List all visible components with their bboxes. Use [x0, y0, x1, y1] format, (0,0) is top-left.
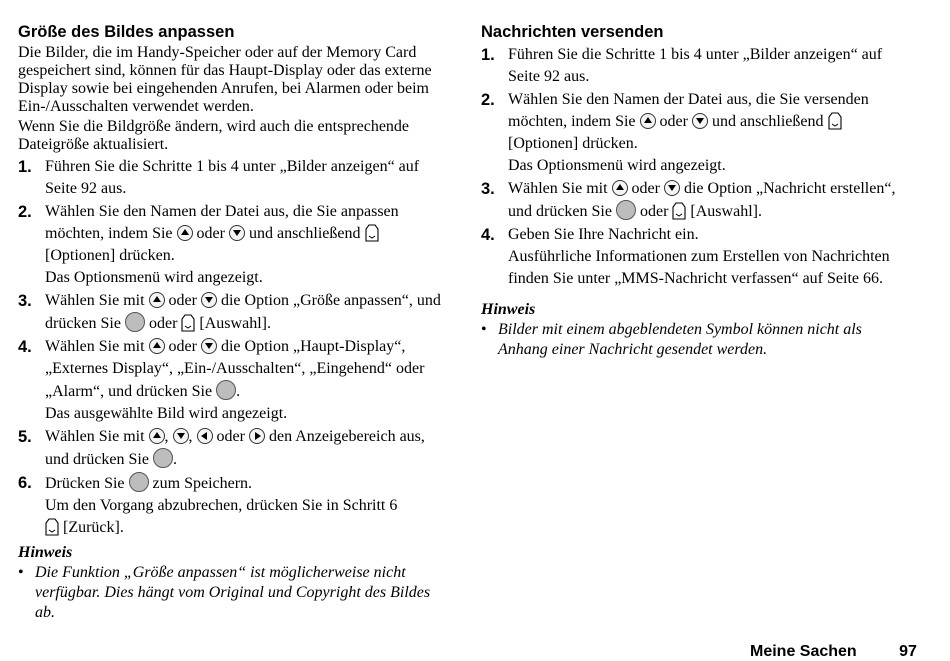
page-number: 97 — [899, 643, 917, 660]
step-text: oder — [168, 292, 197, 309]
step-text: die Option „Größe anpassen“, und drücken Sie — [45, 292, 441, 332]
center-key-icon — [216, 380, 236, 400]
step-text: oder — [216, 428, 245, 445]
step-4 — [481, 224, 906, 290]
section-title-resize: Größe des Bildes anpassen — [18, 23, 235, 41]
nav-up-icon — [612, 180, 628, 196]
step-text: Wählen Sie mit — [45, 292, 145, 309]
intro-paragraph: Die Bilder, die im Handy-Speicher oder auf der Memory Card gespeichert sind, können für das Haupt-Display oder das externe Display sowie bei eingehenden Anrufen, bei Alarmen oder beim Ein-/Ausschalten verwendet werden. — [18, 44, 432, 115]
nav-down-icon — [201, 338, 217, 354]
center-key-icon — [125, 312, 145, 332]
step-3 — [18, 290, 443, 335]
step-text: oder — [196, 225, 225, 242]
nav-down-icon — [201, 292, 217, 308]
step-text: Wählen Sie den Namen der Datei aus, die Sie anpassen möchten, indem Sie — [45, 203, 399, 242]
bullet-marker: • — [18, 564, 24, 581]
step-result: Das Optionsmenü wird angezeigt. — [45, 269, 263, 286]
nav-down-icon — [664, 180, 680, 196]
center-key-icon — [616, 200, 636, 220]
step-text: . — [172, 451, 177, 468]
nav-right-icon — [249, 428, 265, 444]
bullet-marker: • — [481, 321, 487, 338]
step-5 — [18, 426, 443, 471]
step-text: Drücken Sie — [45, 475, 125, 492]
step-number: 2. — [18, 203, 32, 221]
step-number: 3. — [18, 292, 32, 310]
step-number: 5. — [18, 428, 32, 446]
center-key-icon — [129, 472, 149, 492]
step-text: oder — [148, 315, 178, 332]
step-text: [Optionen] drücken. — [508, 135, 638, 152]
step-text: den Anzeigebereich aus, und drücken Sie — [45, 428, 425, 468]
step-text: oder — [168, 338, 197, 355]
softkey-icon — [181, 314, 195, 332]
step-text: und anschließend — [711, 113, 824, 130]
step-text: Geben Sie Ihre Nachricht ein. — [508, 226, 699, 243]
step-1 — [481, 44, 906, 88]
step-text: . — [236, 383, 241, 400]
nav-up-icon — [149, 428, 165, 444]
step-text: die Option „Nachricht erstellen“, und drücken Sie — [508, 180, 896, 220]
step-text: oder — [639, 203, 669, 220]
step-text: Führen Sie die Schritte 1 bis 4 unter „Bilder anzeigen“ auf Seite 92 aus. — [508, 46, 883, 85]
step-number: 1. — [18, 158, 32, 176]
softkey-icon — [45, 518, 59, 536]
nav-up-icon — [149, 292, 165, 308]
step-text: , — [164, 428, 169, 445]
step-number: 4. — [18, 338, 32, 356]
step-1 — [18, 156, 443, 200]
nav-down-icon — [229, 225, 245, 241]
step-text: [Auswahl]. — [690, 203, 762, 220]
step-text: oder — [659, 113, 688, 130]
page-footer — [750, 643, 917, 661]
step-text: Wählen Sie den Namen der Datei aus, die Sie versenden möchten, indem Sie — [508, 91, 869, 130]
hint-item — [481, 320, 906, 360]
step-2 — [481, 89, 906, 177]
nav-up-icon — [640, 113, 656, 129]
softkey-icon — [672, 202, 686, 220]
section-name: Meine Sachen — [750, 643, 857, 660]
hint-text: Bilder mit einem abgeblendeten Symbol können nicht als Anhang einer Nachricht gesendet werden. — [498, 321, 862, 358]
intro-paragraph-2: Wenn Sie die Bildgröße ändern, wird auch die entsprechende Dateigröße aktualisiert. — [18, 118, 410, 153]
step-text: Ausführliche Informationen zum Erstellen von Nachrichten finden Sie unter „MMS-Nachricht verfassen“ auf Seite 66. — [508, 248, 890, 287]
step-4 — [18, 336, 443, 425]
right-column — [481, 22, 906, 360]
step-text: Um den Vorgang abzubrechen, drücken Sie in Schritt 6 — [45, 497, 398, 514]
left-column — [18, 22, 443, 623]
hint-text: Die Funktion „Größe anpassen“ ist möglicherweise nicht verfügbar. Dies hängt vom Original und Copyright des Bildes ab. — [35, 564, 431, 621]
step-text: zum Speichern. — [152, 475, 253, 492]
step-text: oder — [631, 180, 660, 197]
center-key-icon — [153, 448, 173, 468]
step-text: [Optionen] drücken. — [45, 247, 175, 264]
step-text: und anschließend — [248, 225, 361, 242]
nav-down-icon — [692, 113, 708, 129]
step-number: 3. — [481, 180, 495, 198]
step-text: [Zurück]. — [63, 519, 124, 536]
softkey-icon — [365, 224, 379, 242]
step-number: 2. — [481, 91, 495, 109]
step-number: 6. — [18, 474, 32, 492]
step-number: 4. — [481, 226, 495, 244]
step-text: , — [188, 428, 193, 445]
hint-heading: Hinweis — [18, 544, 73, 561]
hint-item — [18, 563, 443, 623]
step-text: Wählen Sie mit — [508, 180, 608, 197]
nav-down-icon — [173, 428, 189, 444]
step-2 — [18, 201, 443, 289]
section-title-send: Nachrichten versenden — [481, 23, 664, 41]
step-text: [Auswahl]. — [199, 315, 271, 332]
step-text: Wählen Sie mit — [45, 428, 145, 445]
step-6 — [18, 472, 443, 539]
step-result: Das ausgewählte Bild wird angezeigt. — [45, 405, 288, 422]
step-number: 1. — [481, 46, 495, 64]
step-text: die Option „Haupt-Display“, „Externes Display“, „Ein-/Ausschalten“, „Eingehend“ oder „Alarm“, und drücken Sie — [45, 338, 425, 400]
softkey-icon — [828, 112, 842, 130]
hint-heading: Hinweis — [481, 301, 536, 318]
step-text: Führen Sie die Schritte 1 bis 4 unter „Bilder anzeigen“ auf Seite 92 aus. — [45, 158, 420, 197]
step-result: Das Optionsmenü wird angezeigt. — [508, 157, 726, 174]
step-text: Wählen Sie mit — [45, 338, 145, 355]
step-3 — [481, 178, 906, 223]
nav-up-icon — [177, 225, 193, 241]
nav-left-icon — [197, 428, 213, 444]
nav-up-icon — [149, 338, 165, 354]
